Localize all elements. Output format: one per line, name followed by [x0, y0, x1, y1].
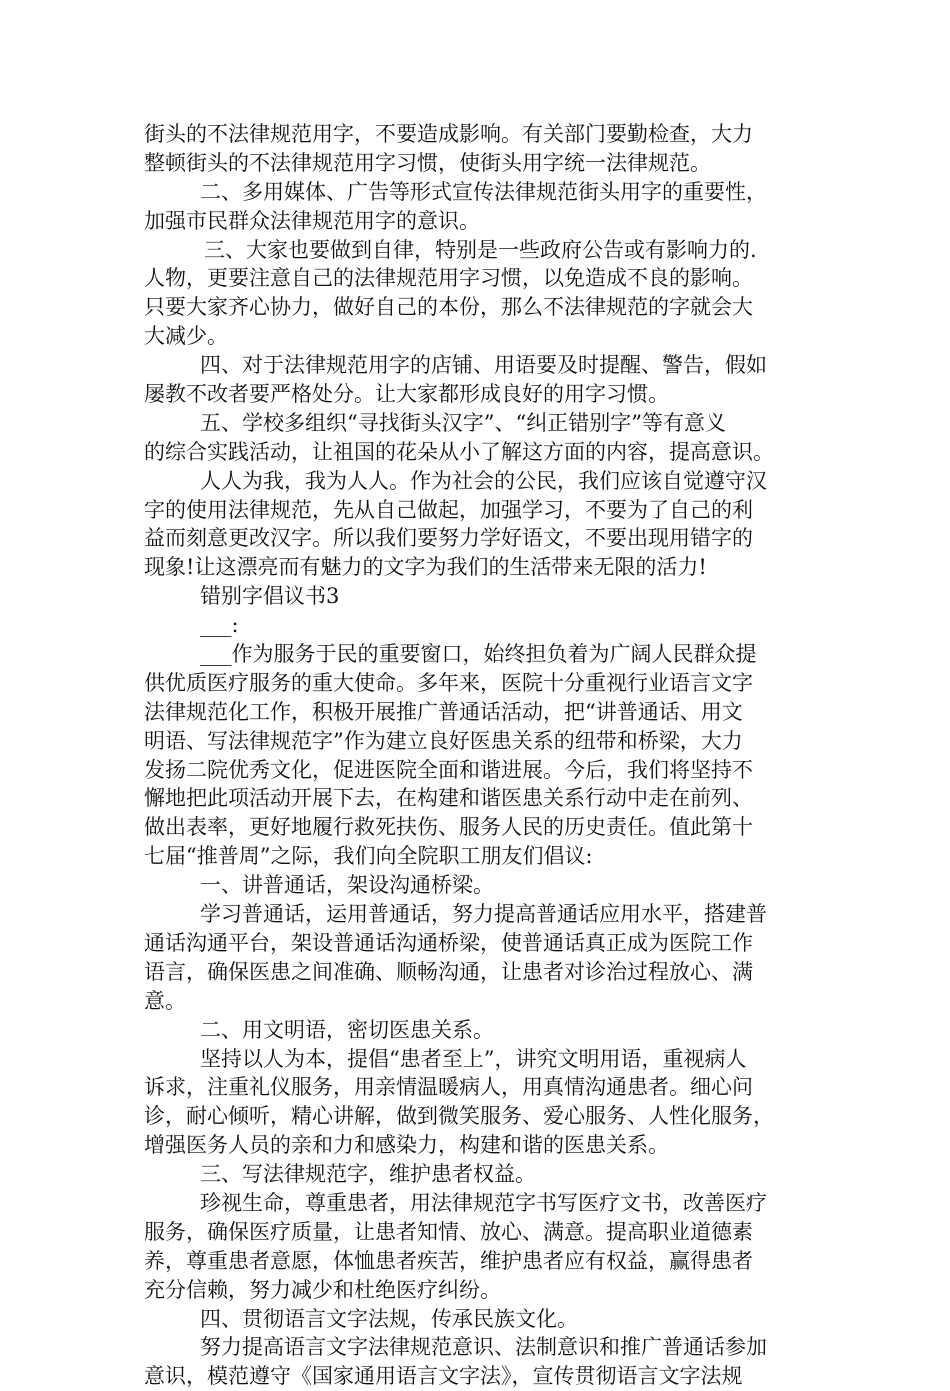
section-title: 错别字倡议书3 — [200, 584, 340, 609]
text-line: 益而刻意更改汉字。所以我们要努力学好语文，不要出现用错字的 — [144, 526, 753, 551]
text-line: 通话沟通平台，架设普通话沟通桥梁，使普通话真正成为医院工作 — [144, 930, 753, 955]
paragraph-line: 人人为我，我为人人。作为社会的公民，我们应该自觉遵守汉 — [200, 468, 767, 493]
text-line: 七届“推普周”之际，我们向全院职工朋友们倡议: — [144, 844, 593, 869]
paragraph-line: ___作为服务于民的重要窗口，始终担负着为广阔人民群众提 — [200, 642, 757, 667]
text-line: 街头的不法律规范用字，不要造成影响。有关部门要勤检查，大力 — [144, 122, 753, 146]
text-line: 字的使用法律规范，先从自己做起，加强学习，不要为了自己的利 — [144, 497, 753, 522]
text-line: 意识，模范遵守《国家通用语言文字法》，宣传贯彻语言文字法规 — [144, 1364, 743, 1389]
subheading-line: 三、写法律规范字，维护患者权益。 — [200, 1162, 536, 1187]
text-line: 人物，更要注意自己的法律规范用字习惯，以免造成不良的影响。 — [144, 266, 753, 291]
subheading-line: 四、贯彻语言文字法规，传承民族文化。 — [200, 1306, 578, 1331]
paragraph-line: 珍视生命，尊重患者，用法律规范字书写医疗文书，改善医疗 — [200, 1190, 767, 1215]
text-line: 整顿街头的不法律规范用字习惯，使街头用字统一法律规范。 — [144, 150, 711, 175]
text-line: 懈地把此项活动开展下去，在构建和谐医患关系行动中走在前列、 — [144, 786, 753, 811]
text-line: 供优质医疗服务的重大使命。多年来，医院十分重视行业语言文字 — [144, 670, 753, 695]
text-line: 养，尊重患者意愿，体恤患者疾苦，维护患者应有权益，赢得患者 — [144, 1248, 753, 1273]
text-line: 诉求，注重礼仪服务，用亲情温暖病人，用真情沟通患者。细心问 — [144, 1075, 753, 1100]
salutation-line: ___: — [200, 613, 239, 638]
paragraph-line: 坚持以人为本，提倡“患者至上”，讲究文明用语，重视病人 — [200, 1046, 747, 1071]
paragraph-line: 四、对于法律规范用字的店铺、用语要及时提醒、警告，假如 — [200, 353, 767, 378]
text-line: 意。 — [144, 988, 186, 1013]
paragraph-line: 二、多用媒体、广告等形式宣传法律规范街头用字的重要性， — [200, 179, 767, 204]
paragraph-line: 三、大家也要做到自律，特别是一些政府公告或有影响力的. — [204, 237, 757, 262]
subheading-line: 一、讲普通话，架设沟通桥梁。 — [200, 873, 494, 898]
text-line: 语言，确保医患之间准确、顺畅沟通，让患者对诊治过程放心、满 — [144, 959, 753, 984]
text-line: 现象!让这漂亮而有魅力的文字为我们的生活带来无限的活力! — [144, 555, 707, 580]
text-line: 屡教不改者要严格处分。让大家都形成良好的用字习惯。 — [144, 382, 669, 407]
paragraph-line: 五、学校多组织“寻找街头汉字”、“纠正错别字”等有意义 — [200, 410, 726, 435]
subheading-line: 二、用文明语，密切医患关系。 — [200, 1017, 494, 1042]
text-line: 只要大家齐心协力，做好自己的本份，那么不法律规范的字就会大 — [144, 295, 753, 320]
text-line: 明语、写法律规范字”作为建立良好医患关系的纽带和桥梁，大力 — [144, 728, 743, 753]
text-line: 诊，耐心倾听，精心讲解，做到微笑服务、爱心服务、人性化服务， — [144, 1104, 774, 1129]
text-line: 服务，确保医疗质量，让患者知情、放心、满意。提高职业道德素 — [144, 1219, 753, 1244]
paragraph-line: 努力提高语言文字法律规范意识、法制意识和推广普通话参加 — [200, 1335, 767, 1360]
document-body — [144, 120, 824, 1391]
text-line: 增强医务人员的亲和力和感染力，构建和谐的医患关系。 — [144, 1133, 669, 1158]
text-line: 充分信赖，努力减少和杜绝医疗纠纷。 — [144, 1277, 501, 1302]
text-line: 做出表率，更好地履行救死扶伤、服务人民的历史责任。值此第十 — [144, 815, 753, 840]
text-line: 的综合实践活动，让祖国的花朵从小了解这方面的内容，提高意识。 — [144, 439, 774, 464]
text-line: 加强市民群众法律规范用字的意识。 — [144, 208, 480, 233]
text-line: 法律规范化工作，积极开展推广普通话活动，把“讲普通话、用文 — [144, 699, 743, 724]
paragraph-line: 学习普通话，运用普通话，努力提高普通话应用水平，搭建普 — [200, 902, 767, 927]
text-line: 大减少。 — [144, 324, 228, 349]
text-line: 发扬二院优秀文化，促进医院全面和谐进展。今后，我们将坚持不 — [144, 757, 753, 782]
